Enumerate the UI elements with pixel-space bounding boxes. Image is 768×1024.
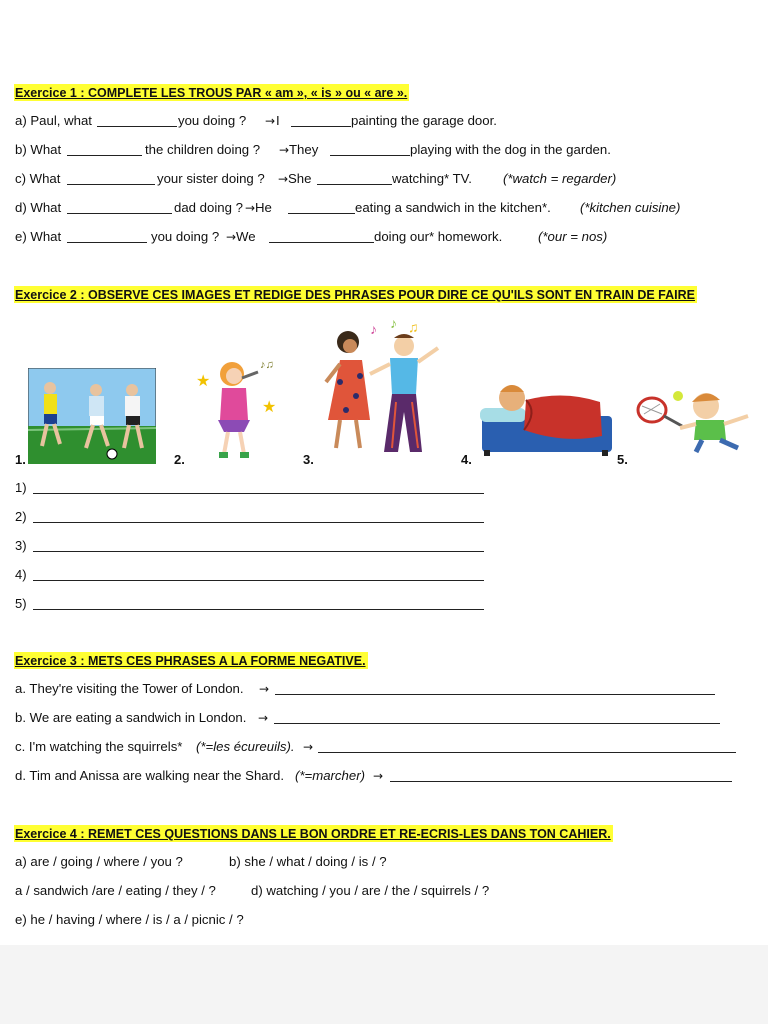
arrow-icon: → — [258, 711, 269, 725]
svg-text:♫: ♫ — [408, 319, 419, 335]
exercise-3-heading: Exercice 3 : METS CES PHRASES A LA FORME NEGATIVE. — [15, 654, 366, 668]
blank-field[interactable] — [317, 184, 392, 185]
svg-text:♪♫: ♪♫ — [260, 359, 274, 371]
answer-line[interactable] — [390, 781, 732, 782]
blank-field[interactable] — [67, 184, 155, 185]
picture-number-2: 2. — [174, 452, 185, 467]
answer-label-1: 1) — [15, 480, 27, 495]
blank-field[interactable] — [269, 242, 374, 243]
picture-number-4: 4. — [461, 452, 472, 467]
exercise-2-heading: Exercice 2 : OBSERVE CES IMAGES ET REDIGE DES PHRASES POUR DIRE CE QU'ILS SONT EN TRAIN DE FAIRE — [15, 288, 695, 302]
blank-field[interactable] — [97, 126, 177, 127]
answer-label-5: 5) — [15, 596, 27, 611]
answer-label-3: 3) — [15, 538, 27, 553]
answer-label-2: 2) — [15, 509, 27, 524]
arrow-icon: → — [226, 230, 237, 244]
arrow-icon: → — [265, 114, 276, 128]
worksheet-page: Exercice 1 : COMPLETE LES TROUS PAR « am », « is » ou « are ». a) Paul, what you doing ? → I painting the garage door. b) What the children doing ? → They playing with the dog in the garden. c) What your sister doing ? → She watching* TV. (*watch = regarder) d) What dad doing ? → He eating a sandwich in the kitchen*. (*kitchen cuisine) e) What you doing ? → We doing our* homework. (*our = nos) Exercice 2 : OBSERVE CES IMAGES ET REDIGE DES PHRASES POUR DIRE CE QU'ILS SONT EN TRAIN DE FAIRE ★ ★ ♪♫ ♪ ♪ ♫ 1. 2. 3. 4. 5. 1) 2) 3) 4) 5) Exercice 3 : METS CES PHRASES A LA FORME NEGATIVE. a. They're visiting the Tower of London. → b. We are eating a sandwich in London. → c. I'm watching the squirrels* (*=les écureuils). → d. Tim and Anissa are walking near the Shard. (*=marcher) → Exercice 4 : REMET CES QUESTIONS DANS LE BON ORDRE ET RE-ECRIS-LES DANS TON CAHIER. a) are / going / where / you ? b) she / what / doing / is / ? a / sandwich /are / eating / they / ? d) watching / you / are / the / squirrels / ? e) he / having / where / is / a / picnic / ? — [0, 0, 768, 945]
football-players-picture — [28, 368, 156, 464]
svg-text:★: ★ — [262, 399, 277, 416]
blank-field[interactable] — [67, 155, 142, 156]
blank-field[interactable] — [288, 213, 355, 214]
picture-number-1: 1. — [15, 452, 26, 467]
answer-line[interactable] — [274, 723, 720, 724]
arrow-icon: → — [259, 682, 270, 696]
answer-line-2[interactable] — [33, 522, 484, 523]
sleeping-boy-picture — [478, 372, 616, 456]
arrow-icon: → — [278, 172, 289, 186]
svg-text:♪: ♪ — [390, 315, 397, 331]
blank-field[interactable] — [67, 242, 147, 243]
page-bottom-margin — [0, 945, 768, 1024]
singing-girl-picture — [188, 350, 288, 462]
picture-number-5: 5. — [617, 452, 628, 467]
answer-label-4: 4) — [15, 567, 27, 582]
exercise-4-heading: Exercice 4 : REMET CES QUESTIONS DANS LE BON ORDRE ET RE-ECRIS-LES DANS TON CAHIER. — [15, 827, 611, 841]
answer-line[interactable] — [275, 694, 715, 695]
answer-line-1[interactable] — [33, 493, 484, 494]
arrow-icon: → — [279, 143, 290, 157]
answer-line-3[interactable] — [33, 551, 484, 552]
arrow-icon: → — [373, 769, 384, 783]
dancing-couple-picture — [318, 312, 448, 462]
blank-field[interactable] — [291, 126, 351, 127]
svg-text:♪: ♪ — [370, 321, 377, 337]
arrow-icon: → — [245, 201, 256, 215]
tennis-boy-picture — [632, 386, 756, 456]
svg-text:★: ★ — [196, 373, 211, 390]
answer-line[interactable] — [318, 752, 736, 753]
answer-line-5[interactable] — [33, 609, 484, 610]
arrow-icon: → — [303, 740, 314, 754]
blank-field[interactable] — [330, 155, 410, 156]
exercise-1-heading: Exercice 1 : COMPLETE LES TROUS PAR « am », « is » ou « are ». — [15, 86, 408, 100]
blank-field[interactable] — [67, 213, 172, 214]
answer-line-4[interactable] — [33, 580, 484, 581]
picture-number-3: 3. — [303, 452, 314, 467]
